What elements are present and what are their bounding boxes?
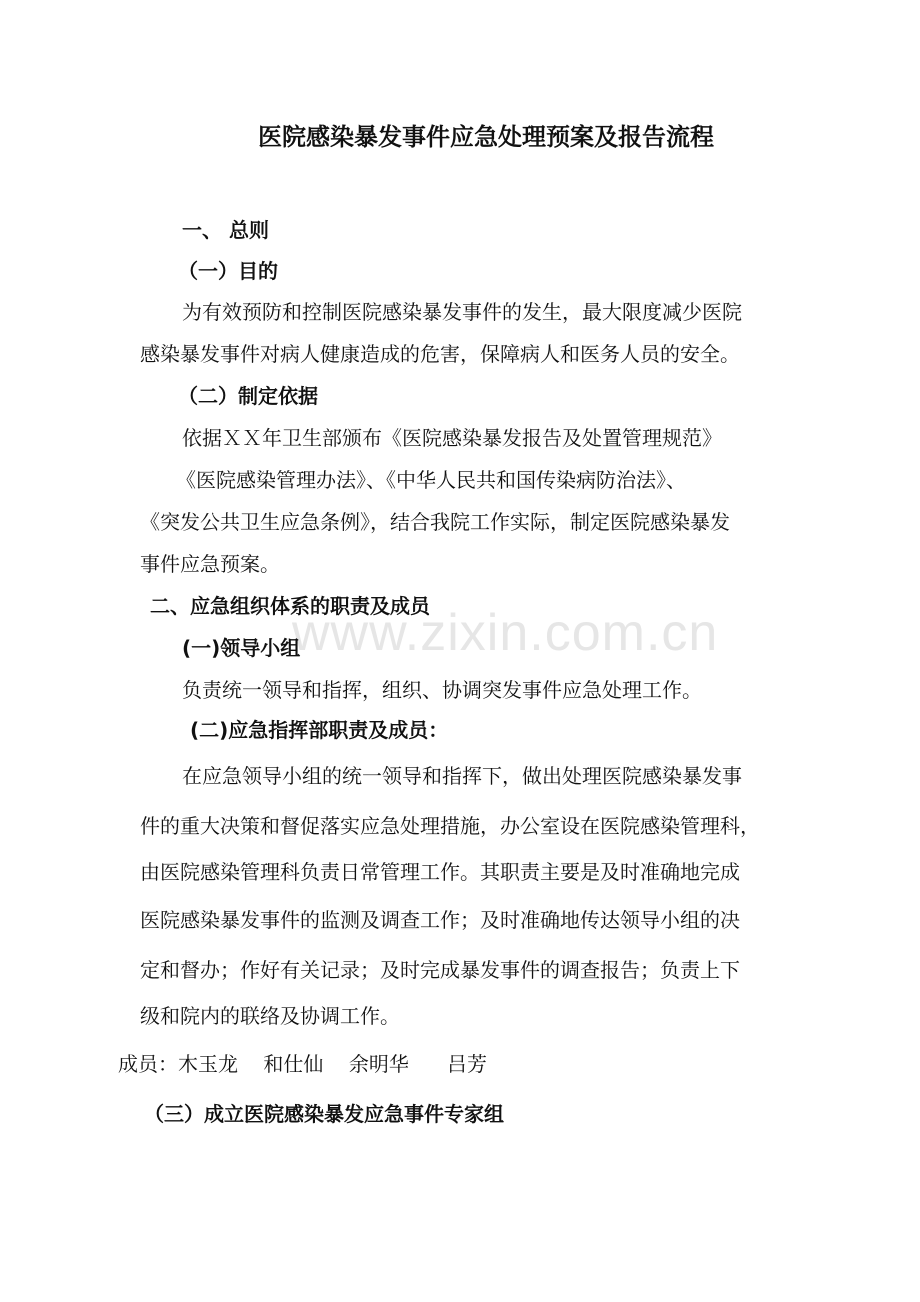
paragraph-line: 由医院感染管理科负责日常管理工作。其职责主要是及时准确地完成	[140, 860, 740, 884]
paragraph-line: 《突发公共卫生应急条例》，结合我院工作实际，制定医院感染暴发	[140, 510, 730, 534]
paragraph-line: 在应急领导小组的统一领导和指挥下，做出处理医院感染暴发事	[182, 764, 742, 788]
subheading-expert-group: （三）成立医院感染暴发应急事件专家组	[144, 1102, 504, 1126]
paragraph-line: 定和督办；作好有关记录；及时完成暴发事件的调查报告；负责上下	[140, 958, 740, 982]
subheading-command-center: (二)应急指挥部职责及成员：	[190, 718, 449, 742]
paragraph-line: 依据ＸＸ年卫生部颁布《医院感染暴发报告及处置管理规范》	[182, 426, 722, 450]
paragraph-line: 医院感染暴发事件的监测及调查工作；及时准确地传达领导小组的决	[140, 908, 740, 932]
members-line: 成员：木玉龙 和仕仙 余明华 吕芳	[118, 1052, 488, 1076]
paragraph-line: 件的重大决策和督促落实应急处理措施，办公室设在医院感染管理科，	[140, 814, 760, 838]
paragraph-line: 《医院感染管理办法》、《中华人民共和国传染病防治法》、	[176, 468, 686, 492]
paragraph-line: 级和院内的联络及协调工作。	[140, 1004, 400, 1028]
paragraph-line: 负责统一领导和指挥，组织、协调突发事件应急处理工作。	[182, 678, 702, 702]
paragraph-line: 感染暴发事件对病人健康造成的危害，保障病人和医务人员的安全。	[140, 342, 740, 366]
document-title: 医院感染暴发事件应急处理预案及报告流程	[258, 123, 714, 151]
subheading-leader-group: (一)领导小组	[182, 636, 301, 660]
section-heading-general: 一、 总则	[182, 218, 269, 242]
section-heading-organization: 二、应急组织体系的职责及成员	[150, 594, 430, 618]
subheading-purpose: （一）目的	[178, 259, 278, 283]
subheading-basis: （二）制定依据	[178, 384, 318, 408]
watermark-text: www.zixin.com.cn	[292, 604, 719, 662]
paragraph-line: 事件应急预案。	[140, 552, 280, 576]
paragraph-line: 为有效预防和控制医院感染暴发事件的发生，最大限度减少医院	[182, 300, 742, 324]
